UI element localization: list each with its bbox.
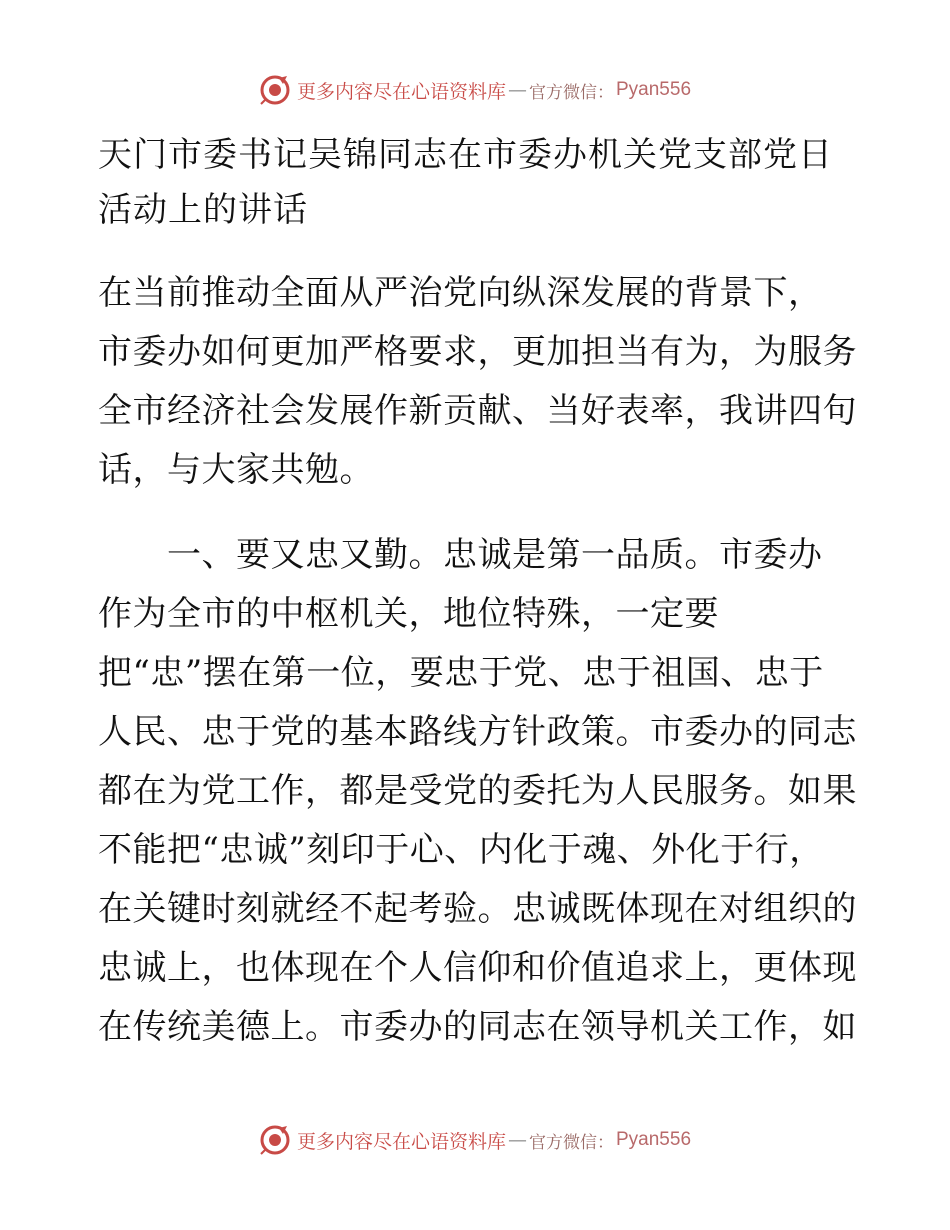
document-body <box>98 128 858 1057</box>
watermark-wechat-label: 官方微信： <box>529 1132 614 1153</box>
paragraph-intro <box>98 264 858 500</box>
header-watermark <box>0 70 950 110</box>
text-line: 不能把“忠诚”刻印于心、内化于魂、外化于行， <box>98 830 824 870</box>
footer-watermark <box>0 1120 950 1160</box>
text-line: 人民、忠于党的基本路线方针政策。市委办的同志 <box>98 712 857 752</box>
watermark-wechat-id: Pyan556 <box>616 1129 692 1150</box>
text-line: 忠诚上，也体现在个人信仰和价值追求上，更体现 <box>98 948 857 988</box>
paragraph-section-one <box>98 526 858 1057</box>
watermark-brand-text: 更多内容尽在心语资料库 <box>296 80 506 103</box>
title-line: 活动上的讲话 <box>98 190 308 230</box>
text-line: 市委办如何更加严格要求，更加担当有为，为服务 <box>98 332 857 372</box>
text-line: 在当前推动全面从严治党向纵深发展的背景下， <box>98 273 823 313</box>
watermark-brand-text: 更多内容尽在心语资料库 <box>296 1130 506 1153</box>
watermark-separator: — <box>508 79 527 101</box>
text-line: 都在为党工作，都是受党的委托为人民服务。如果 <box>98 771 857 811</box>
text-line: 作为全市的中枢机关，地位特殊，一定要 <box>98 594 719 634</box>
logo-icon <box>259 74 291 106</box>
text-line: 一、要又忠又勤。忠诚是第一品质。市委办 <box>98 535 823 575</box>
text-line: 在传统美德上。市委办的同志在领导机关工作，如 <box>98 1007 857 1047</box>
watermark-wechat-label: 官方微信： <box>529 82 614 103</box>
title-line: 天门市委书记吴锦同志在市委办机关党支部党日 <box>98 135 833 175</box>
document-title <box>98 128 838 238</box>
text-line: 话，与大家共勉。 <box>98 450 374 490</box>
text-line: 全市经济社会发展作新贡献、当好表率，我讲四句 <box>98 391 857 431</box>
watermark-wechat-id: Pyan556 <box>616 79 692 100</box>
watermark-separator: — <box>508 1129 527 1151</box>
text-line: 在关键时刻就经不起考验。忠诚既体现在对组织的 <box>98 889 857 929</box>
logo-icon <box>259 1124 291 1156</box>
text-line: 把“忠”摆在第一位，要忠于党、忠于祖国、忠于 <box>98 653 824 693</box>
